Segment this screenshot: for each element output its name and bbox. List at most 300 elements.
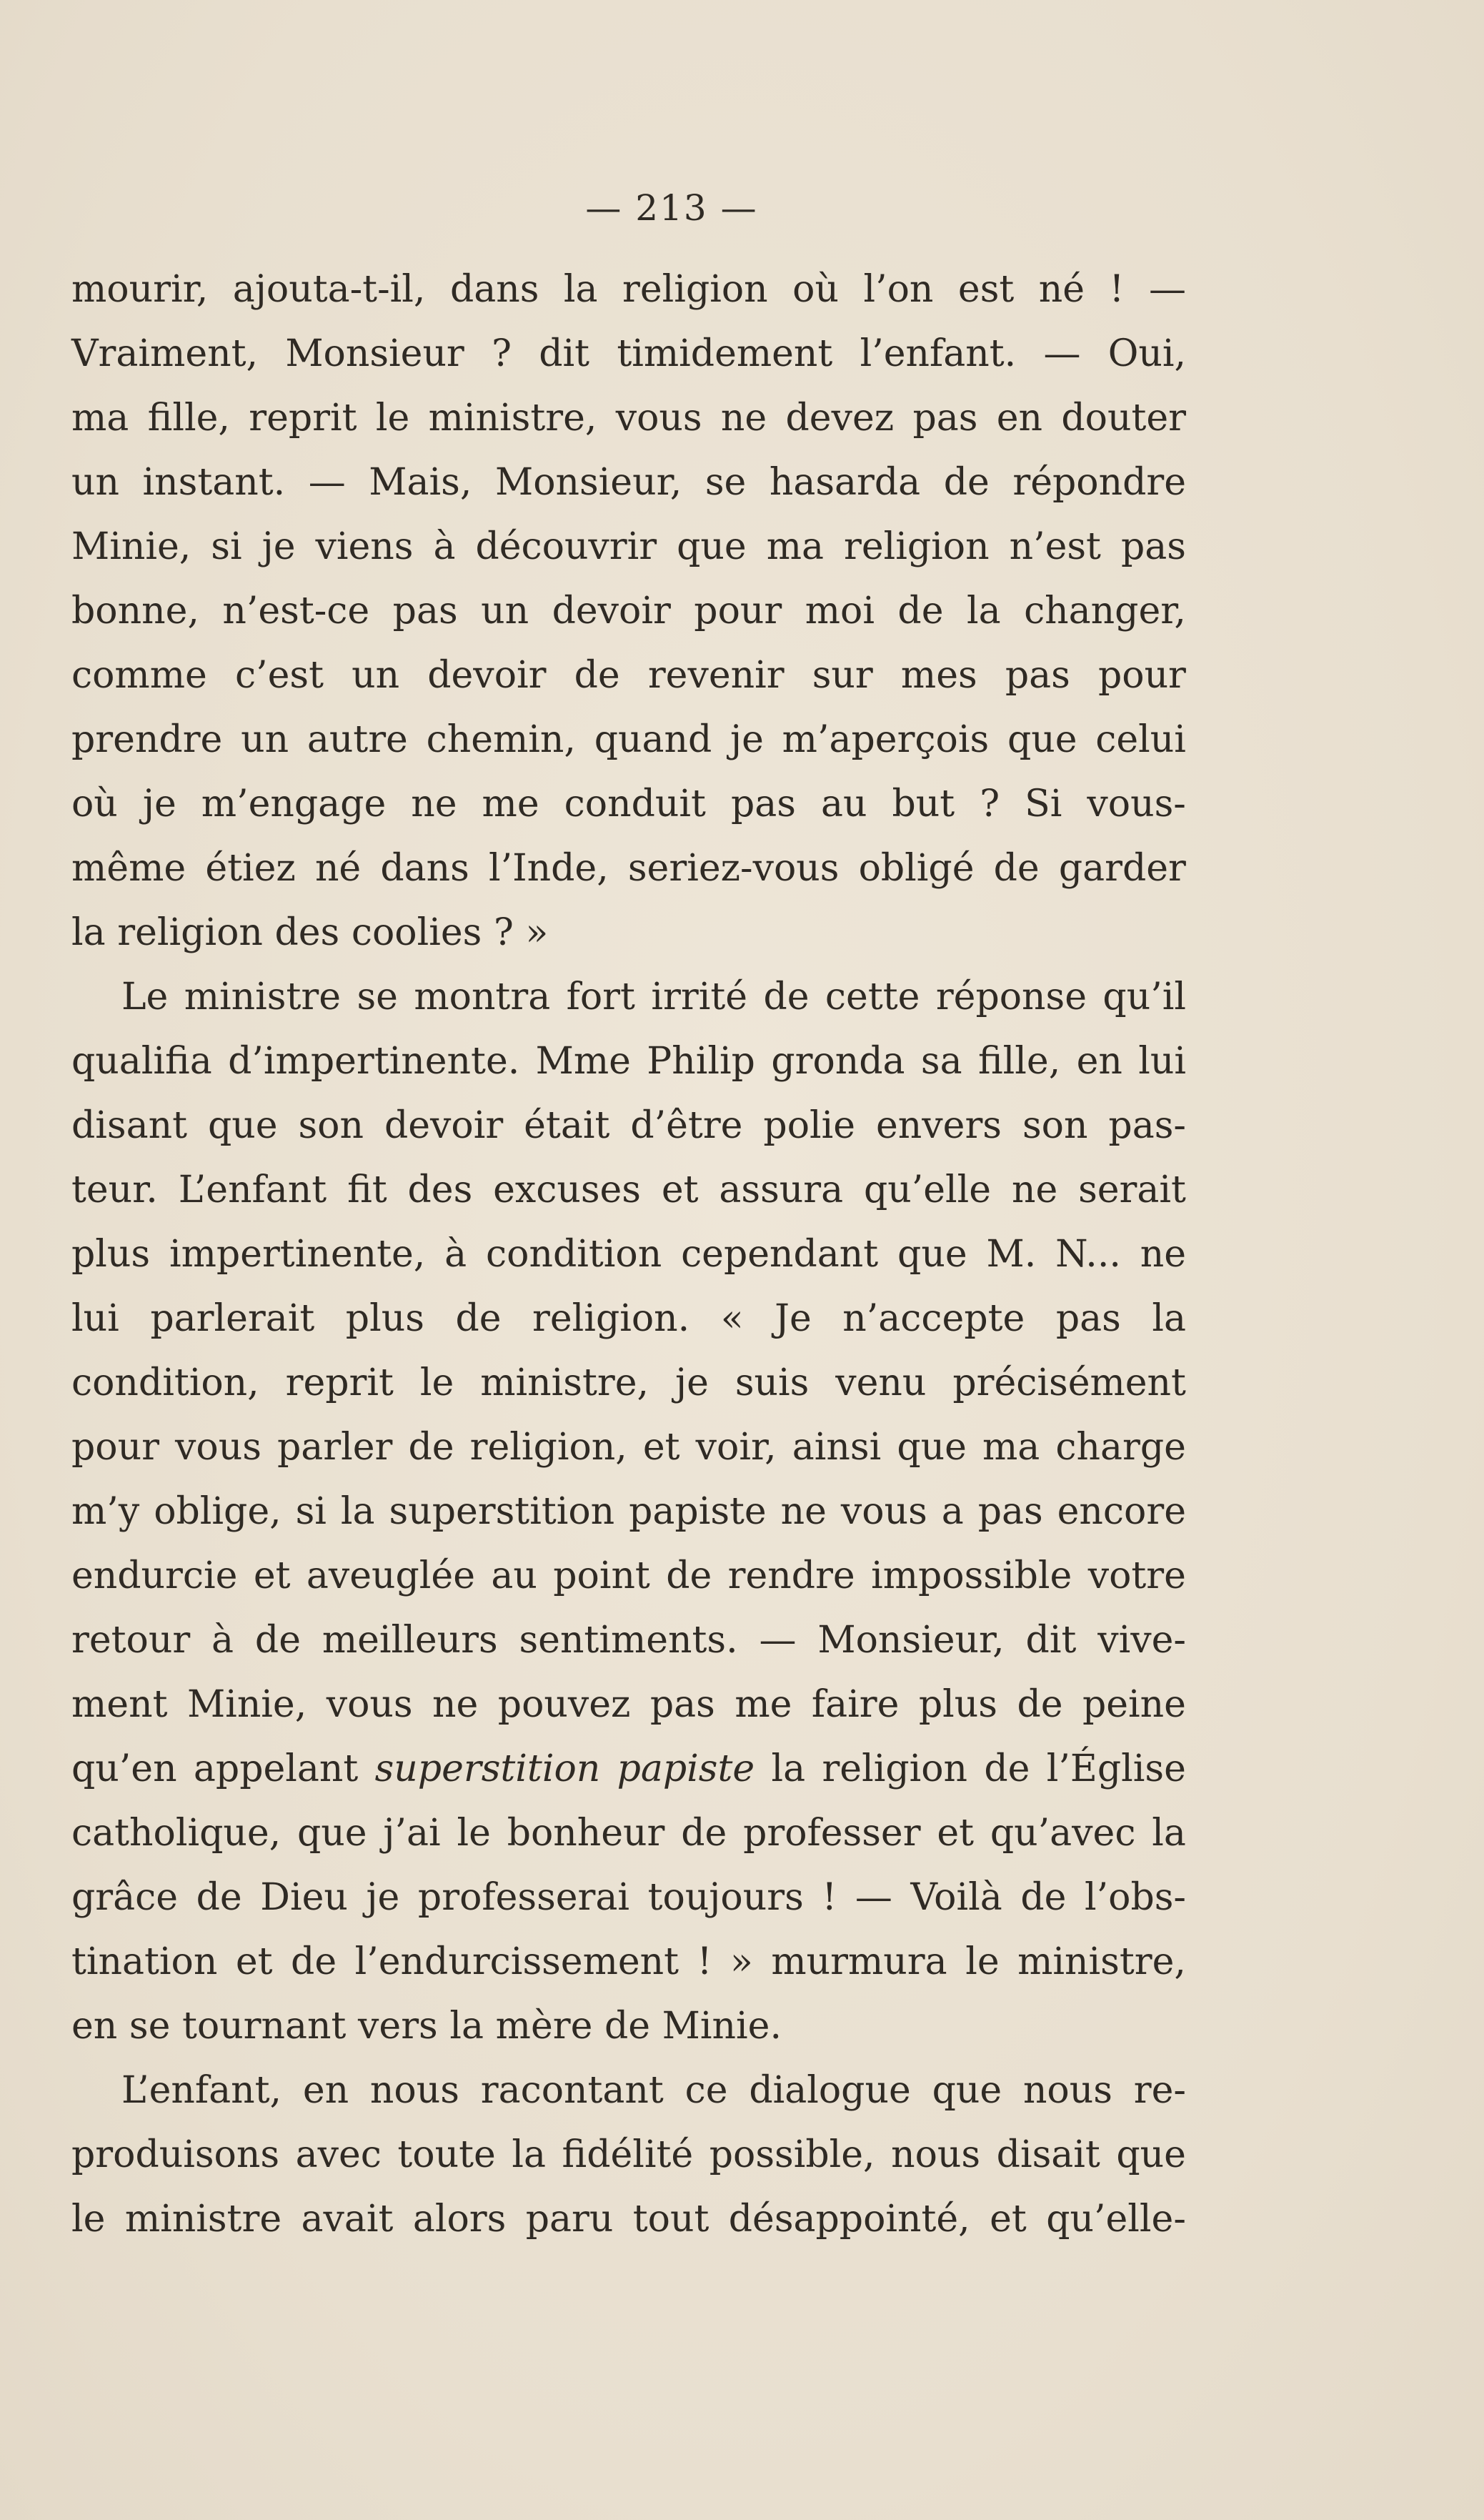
word: Mme [535,1040,631,1083]
word: impertinente, [169,1233,426,1276]
word: serait [1078,1169,1186,1211]
word: garder [1058,847,1186,890]
word: né [314,847,362,890]
word: ne [1140,1233,1186,1276]
word: le [965,1940,1000,1983]
word: ma [982,1426,1040,1469]
word: condition [486,1233,662,1276]
word: quand [594,718,712,761]
word: vive- [1097,1619,1186,1662]
word: possible, [709,2133,875,2176]
word: ? [980,783,1000,825]
word: son [298,1104,364,1147]
word: et [235,1940,273,1983]
word: fille, [147,397,230,440]
word: cette [825,976,920,1018]
word: n’est-ce [222,590,370,633]
text-line [71,1222,1186,1286]
text-line [71,1093,1186,1158]
word: le [457,1812,491,1855]
word: condition, [71,1361,259,1404]
word: la [71,911,106,954]
word: je [730,718,764,761]
word: douter [1061,397,1186,440]
word: vous- [1087,783,1186,825]
word: votre [1087,1554,1186,1597]
text-line [71,1029,1186,1093]
word: de [1017,1683,1063,1726]
word: que [897,1233,967,1276]
word: l’enfant. [860,332,1017,375]
word: voir, [695,1426,777,1469]
word: de [984,1747,1030,1790]
word: que [1007,718,1077,761]
word: religion [843,525,990,568]
word: — [759,1619,797,1662]
word: mourir, [71,268,209,311]
word: pour [694,590,782,633]
word: la [449,2005,484,2048]
text-line [71,1737,1186,1801]
word: l’on [863,268,934,311]
text-line [71,515,1186,579]
word: ! [697,1940,712,1983]
word: je [366,1876,400,1919]
word: but [892,783,955,825]
text-line [71,2123,1186,2187]
text-line [71,965,1186,1029]
word: m’aperçois [782,718,990,761]
word: coolies [351,911,482,954]
word: pas [649,1683,715,1726]
word: Philip [647,1040,755,1083]
word: impossible [871,1554,1072,1597]
word: le [419,1361,454,1404]
word: de [196,1876,242,1919]
text-line [71,1801,1186,1865]
word: découvrir [475,525,657,568]
word: venu [835,1361,927,1404]
word: Dieu [260,1876,348,1919]
word: et [642,1426,680,1469]
word: ma [71,397,129,440]
word: comme [71,654,207,697]
word: dans [380,847,469,890]
word: est [957,268,1015,311]
word: instant. [142,461,286,504]
word: lui [1138,1040,1186,1083]
word: L’enfant, [121,2069,282,2112]
word: parlerait [150,1297,315,1340]
word: dit [1025,1619,1077,1662]
word: d’impertinente. [228,1040,520,1083]
word: conduit [564,783,706,825]
word: bonne, [71,590,199,633]
word: pas [392,590,458,633]
word: timidement [617,332,833,375]
word: un [352,654,400,697]
word: ? [492,332,512,375]
word: religion, [469,1426,627,1469]
word: me [734,1683,792,1726]
text-line [71,1994,1186,2058]
text-line [71,1608,1186,1672]
word: qualifia [71,1040,212,1083]
word: — [308,461,346,504]
word: même [71,847,186,890]
word: l’endurcissement [354,1940,679,1983]
word: était [524,1104,610,1147]
word: pas [1120,525,1186,568]
word: bonheur [507,1812,665,1855]
word: sur [812,654,873,697]
word: ministre [184,976,342,1018]
word: ma [766,525,824,568]
word: c’est [234,654,324,697]
word: en [302,2069,349,2112]
word: de [254,1619,301,1662]
word: étiez [205,847,296,890]
word: Minie, [186,1683,307,1726]
word: de [993,847,1040,890]
word: Mais, [369,461,472,504]
word: ne [780,1490,827,1533]
word: fit [347,1169,387,1211]
word: j’ai [383,1812,441,1855]
word: L’enfant [178,1169,327,1211]
word: ne [432,1683,479,1726]
word: avec [295,2133,382,2176]
word: n’accepte [842,1297,1025,1340]
word: Monsieur, [817,1619,1005,1662]
word: pas- [1108,1104,1186,1147]
word: ajouta-t-il, [232,268,426,311]
word: que [677,525,747,568]
word: N... [1055,1233,1121,1276]
word: si [295,1490,327,1533]
text-line [71,1672,1186,1737]
word: m’y [71,1490,140,1533]
word: dit [539,332,590,375]
word: teur. [71,1169,158,1211]
word: l’Église [1046,1747,1186,1790]
word: de [408,1426,454,1469]
word: l’obs- [1084,1876,1186,1919]
word: de [604,2005,651,2048]
word: » [730,1940,753,1983]
word: désappointé, [728,2198,970,2241]
word: hasarda [769,461,921,504]
word: toujours [647,1876,804,1919]
word: et [937,1812,975,1855]
word: de [763,976,810,1018]
word: » [525,911,549,954]
word: viens [315,525,414,568]
word: en [71,2005,118,2048]
word: devoir [427,654,547,697]
word: fort [566,976,635,1018]
word: tournant [181,2005,347,2048]
word: que [1116,2133,1186,2176]
word: précisément [952,1361,1186,1404]
word: toute [397,2133,496,2176]
word: Je [775,1297,812,1340]
word: plus [918,1683,997,1726]
word: pour [71,1426,159,1469]
word: en [996,397,1043,440]
word: au [491,1554,537,1597]
word: lui [71,1297,119,1340]
text-line [71,1865,1186,1930]
word: Voilà [910,1876,1002,1919]
word: plus [71,1233,151,1276]
word: au [820,783,867,825]
word: grâce [71,1876,179,1919]
word: prendre [71,718,223,761]
word: sentiments. [519,1619,738,1662]
word: rendre [727,1554,855,1597]
word: murmura [771,1940,947,1983]
word: la [771,1747,806,1790]
word: je [262,525,296,568]
word: devoir [552,590,671,633]
word: sa [920,1040,962,1083]
word: paru [525,2198,614,2241]
word: gronda [771,1040,905,1083]
text-line [71,708,1186,772]
word: ne [720,397,767,440]
word: qu’il [1102,976,1186,1018]
word: celui [1095,718,1186,761]
word: de [455,1297,502,1340]
word: racontant [480,2069,664,2112]
word: plus [345,1297,424,1340]
word: reprit [285,1361,394,1404]
word: réponse [935,976,1087,1018]
word: répondre [1012,461,1186,504]
word: — [1043,332,1081,375]
word: polie [763,1104,856,1147]
word: pouvez [497,1683,631,1726]
word: parler [277,1426,393,1469]
text-line [71,1351,1186,1415]
word: ! [1109,268,1125,311]
word: la [563,268,598,311]
word: ne [411,783,457,825]
word: vous [615,397,702,440]
word: si [211,525,242,568]
word: fidélité [562,2133,694,2176]
word: nous [891,2133,981,2176]
word: disait [996,2133,1100,2176]
word: — [1148,268,1186,311]
text-line [71,450,1186,515]
word: pas [912,397,978,440]
word: et [661,1169,699,1211]
word: Oui, [1107,332,1186,375]
word: a [941,1490,964,1533]
word: et [253,1554,291,1597]
word: ministre, [480,1361,649,1404]
word: catholique, [71,1812,282,1855]
word: superstition [389,1490,615,1533]
word: la [1152,1297,1186,1340]
word: des [407,1169,473,1211]
word: appelant [193,1747,359,1790]
word: un [481,590,529,633]
word: oblige, [154,1490,282,1533]
word: reprit [249,397,357,440]
word: de [666,1554,712,1597]
text-line [71,1930,1186,1994]
word: autre [307,718,408,761]
word: tout [632,2198,709,2241]
word: religion. [532,1297,690,1340]
word: je [142,783,176,825]
word: la [340,1490,375,1533]
word: moi [805,590,875,633]
word: la [1152,1812,1186,1855]
word: seriez-vous [627,847,840,890]
word: ne [1011,1169,1058,1211]
word: qu’elle [863,1169,992,1211]
word: religion [822,1747,968,1790]
word: irrité [651,976,748,1018]
word: qu’avec [990,1812,1136,1855]
word: à [433,525,456,568]
word: pas [1055,1297,1121,1340]
word: et [990,2198,1027,2241]
word: me [482,783,539,825]
text-line [71,257,1186,322]
word: que [297,1812,367,1855]
word: son [1022,1104,1088,1147]
text-line [71,901,1186,965]
word: assura [719,1169,844,1211]
word: nous [369,2069,459,2112]
word: devoir [384,1104,504,1147]
text-line [71,643,1186,708]
word: vers [358,2005,438,2048]
word: n’est [1009,525,1101,568]
text-line [71,1544,1186,1608]
word: pas [1005,654,1070,697]
word: ministre [124,2198,282,2241]
word: que [932,2069,1002,2112]
word: dans [449,268,539,311]
word: ainsi [792,1426,882,1469]
word: où [71,783,118,825]
word: un [71,461,119,504]
word: chemin, [426,718,576,761]
word: où [792,268,839,311]
word: avait [301,2198,394,2241]
word: meilleurs [322,1619,498,1662]
text-line [71,2187,1186,2251]
word: faire [811,1683,900,1726]
word: produisons [71,2133,280,2176]
word: la [512,2133,546,2176]
word: fille, [977,1040,1061,1083]
word: changer, [1024,590,1186,633]
word: né [1038,268,1085,311]
word: religion [117,911,263,954]
word: professerai [417,1876,630,1919]
word: M. [986,1233,1037,1276]
word: ministre, [1017,1940,1186,1983]
word: cependant [681,1233,879,1276]
word: vous [175,1426,262,1469]
word: se [129,2005,171,2048]
word: se [357,976,398,1018]
word: à [444,1233,467,1276]
word: des [274,911,340,954]
word: « [720,1297,744,1340]
word: suis [734,1361,810,1404]
word: de [1020,1876,1067,1919]
word: pas [730,783,796,825]
word: je [674,1361,709,1404]
word: devez [785,397,895,440]
word: ? [493,911,514,954]
word: pas [977,1490,1043,1533]
word: un [241,718,289,761]
word: papiste [617,1747,755,1790]
word: point [553,1554,650,1597]
text-line [71,1415,1186,1479]
page-number: — 213 — [585,187,758,229]
word: Monsieur, [494,461,682,504]
word: endurcie [71,1554,238,1597]
word: qu’en [71,1747,177,1790]
word: en [1076,1040,1122,1083]
word: envers [876,1104,1002,1147]
word: de [291,1940,337,1983]
word: à [211,1619,234,1662]
word: excuses [493,1169,641,1211]
word: de [681,1812,727,1855]
text-line [71,579,1186,643]
page-body-text [71,257,1186,2251]
word: de [943,461,990,504]
word: re- [1133,2069,1186,2112]
word: que [897,1426,967,1469]
word: professer [743,1812,921,1855]
word: revenir [647,654,785,697]
word: tination [71,1940,218,1983]
text-line [71,386,1186,450]
word: dialogue [749,2069,911,2112]
word: charge [1055,1426,1186,1469]
word: superstition [374,1747,601,1790]
word: Vraiment, [71,332,259,375]
word: religion [622,268,768,311]
word: de [897,590,944,633]
word: Monsieur [285,332,464,375]
word: le [375,397,410,440]
word: pour [1097,654,1186,697]
word: la [966,590,1001,633]
word: alors [412,2198,507,2241]
word: retour [71,1619,191,1662]
word: ment [71,1683,168,1726]
word: mes [900,654,977,697]
text-line [71,1158,1186,1222]
word: vous [326,1683,413,1726]
word: peine [1082,1683,1186,1726]
word: nous [1022,2069,1112,2112]
word: encore [1057,1490,1186,1533]
